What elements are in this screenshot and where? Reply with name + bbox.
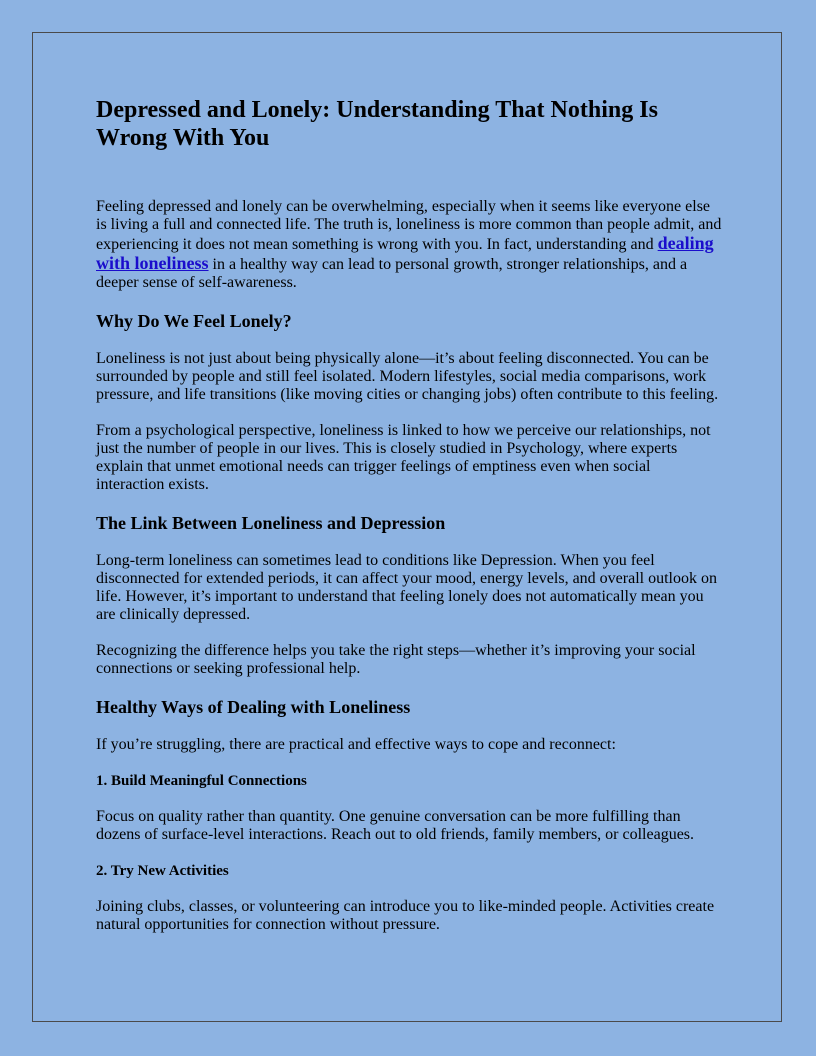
subheading-build-connections: 1. Build Meaningful Connections bbox=[96, 773, 307, 789]
intro-text-before: Feeling depressed and lonely can be overwhelming, especially when it seems like everyone else is living a full and connected life. The truth is, loneliness is more common than people admit, and experiencing it does not mean something is wrong with you. In fact, understanding and bbox=[96, 198, 722, 253]
paragraph: If you’re struggling, there are practical and effective ways to cope and reconnect: bbox=[96, 736, 616, 753]
article-title: Depressed and Lonely: Understanding That Nothing Is Wrong With You bbox=[96, 97, 658, 151]
dealing-with-loneliness-link[interactable]: dealing with loneliness bbox=[96, 233, 714, 273]
section-heading-healthy-ways: Healthy Ways of Dealing with Loneliness bbox=[96, 697, 411, 717]
intro-text-after: in a healthy way can lead to personal growth, stronger relationships, and a deeper sense of self-awareness. bbox=[96, 256, 688, 291]
paragraph: From a psychological perspective, loneliness is linked to how we perceive our relationships, not just the number of people in our lives. This is closely studied in Psychology, where experts explain that unmet emotional needs can trigger feelings of emptiness even when social interaction exists. bbox=[96, 422, 711, 493]
paragraph: Recognizing the difference helps you take the right steps—whether it’s improving your social connections or seeking professional help. bbox=[96, 642, 696, 677]
section-heading-link-depression: The Link Between Loneliness and Depression bbox=[96, 513, 446, 533]
article-content bbox=[96, 96, 722, 952]
paragraph: Joining clubs, classes, or volunteering can introduce you to like-minded people. Activities create natural opportunities for connection without pressure. bbox=[96, 898, 715, 933]
paragraph: Long-term loneliness can sometimes lead to conditions like Depression. When you feel disconnected for extended periods, it can affect your mood, energy levels, and overall outlook on life. However, it’s important to understand that feeling lonely does not automatically mean you are clinically depressed. bbox=[96, 552, 717, 623]
subheading-try-activities: 2. Try New Activities bbox=[96, 863, 229, 879]
paragraph: Focus on quality rather than quantity. One genuine conversation can be more fulfilling than dozens of surface-level interactions. Reach out to old friends, family members, or colleagues. bbox=[96, 808, 695, 843]
intro-paragraph bbox=[96, 198, 722, 292]
section-heading-why-lonely: Why Do We Feel Lonely? bbox=[96, 311, 292, 331]
paragraph: Loneliness is not just about being physically alone—it’s about feeling disconnected. You can be surrounded by people and still feel isolated. Modern lifestyles, social media comparisons, work pressure, and life transitions (like moving cities or changing jobs) often contribute to this feeling. bbox=[96, 350, 719, 403]
